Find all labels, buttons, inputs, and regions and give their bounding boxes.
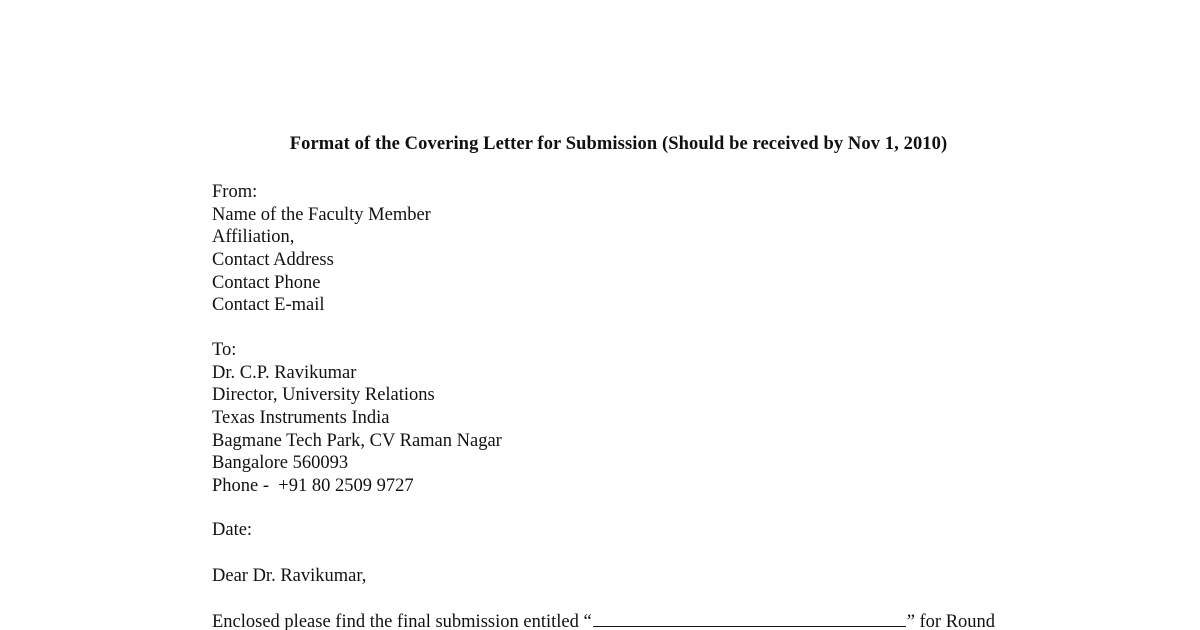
from-name-line: Name of the Faculty Member xyxy=(212,204,431,225)
date-label: Date: xyxy=(212,520,253,540)
to-title-line: Director, University Relations xyxy=(212,385,435,406)
from-email-line: Contact E-mail xyxy=(212,295,325,316)
salutation-section xyxy=(212,565,366,588)
to-city-line: Bangalore 560093 xyxy=(212,453,349,474)
body-text-suffix: ” for Round xyxy=(906,612,996,630)
body-text-prefix: Enclosed please find the final submission entitled “ xyxy=(212,612,592,630)
from-label: From: xyxy=(212,182,258,202)
to-organization-line: Texas Instruments India xyxy=(212,408,390,429)
body-first-line xyxy=(212,610,995,630)
from-section xyxy=(212,181,431,317)
date-section xyxy=(212,519,252,542)
salutation: Dear Dr. Ravikumar, xyxy=(212,566,367,586)
title-blank-line xyxy=(593,610,906,627)
from-phone-line: Contact Phone xyxy=(212,272,321,293)
to-label: To: xyxy=(212,340,237,360)
to-name-line: Dr. C.P. Ravikumar xyxy=(212,362,357,383)
body-paragraph xyxy=(212,610,995,630)
document-title: Format of the Covering Letter for Submission (Should be received by Nov 1, 2010) xyxy=(289,134,948,154)
to-street-line: Bagmane Tech Park, CV Raman Nagar xyxy=(212,430,502,451)
to-phone-line: Phone - +91 80 2509 9727 xyxy=(212,476,414,497)
from-address-line: Contact Address xyxy=(212,250,334,271)
to-section xyxy=(212,339,502,498)
from-affiliation-line: Affiliation, xyxy=(212,227,295,248)
